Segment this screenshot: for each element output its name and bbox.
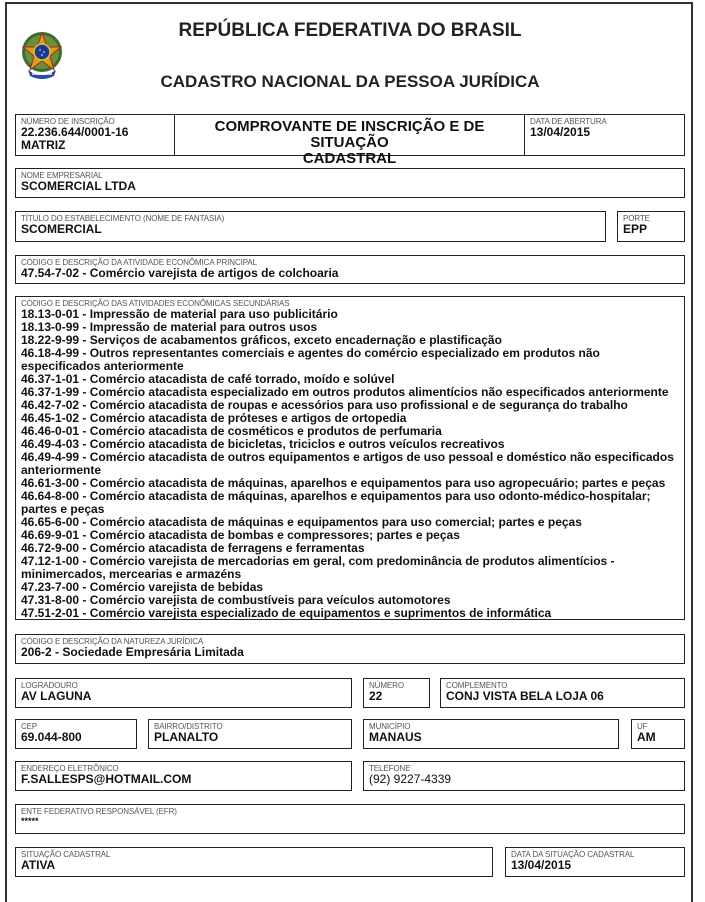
list-item: 46.46-0-01 - Comércio atacadista de cosméticos e produtos de perfumaria	[21, 424, 442, 438]
situacao-box	[15, 847, 493, 877]
telefone-value: (92) 9227-4339	[369, 772, 452, 786]
efr-box	[15, 804, 685, 834]
numero-label: NÚMERO	[369, 681, 404, 690]
list-item: 46.72-9-00 - Comércio atacadista de ferragens e ferramentas	[21, 541, 365, 555]
inscricao-box	[15, 114, 685, 167]
abertura-label: DATA DE ABERTURA	[530, 117, 607, 126]
municipio-box	[363, 719, 619, 749]
logradouro-label: LOGRADOURO	[21, 681, 78, 690]
numero-value: 22	[369, 689, 383, 703]
list-item: 18.13-0-99 - Impressão de material para outros usos	[21, 320, 318, 334]
list-item: 18.13-0-01 - Impressão de material para uso publicitário	[21, 307, 338, 321]
list-item: 46.65-6-00 - Comércio atacadista de máquinas e equipamentos para uso comercial; partes e peças	[21, 515, 582, 529]
list-item: 46.37-1-99 - Comércio atacadista especializado em outros produtos alimentícios não especificados anteriormente	[21, 385, 669, 399]
efr-label: ENTE FEDERATIVO RESPONSÁVEL (EFR)	[21, 807, 177, 816]
list-item: 18.22-9-99 - Serviços de acabamentos gráficos, exceto encadernação e plastificação	[21, 333, 502, 347]
atividade-principal-label: CÓDIGO E DESCRIÇÃO DA ATIVIDADE ECONÔMICA PRINCIPAL	[21, 258, 257, 267]
document-title	[174, 115, 525, 167]
email-value: F.SALLESPS@HOTMAIL.COM	[21, 772, 192, 786]
atividade-principal-box	[15, 255, 685, 284]
logradouro-box	[15, 678, 352, 708]
nome-empresarial-box	[15, 168, 685, 198]
complemento-box	[440, 678, 685, 708]
situacao-value: ATIVA	[21, 858, 56, 872]
header-title: REPÚBLICA FEDERATIVA DO BRASIL	[178, 20, 522, 41]
data-situacao-box	[505, 847, 685, 877]
porte-label: PORTE	[623, 214, 650, 223]
cep-label: CEP	[21, 722, 38, 731]
list-item: 46.45-1-02 - Comércio atacadista de próteses e artigos de ortopedia	[21, 411, 407, 425]
situacao-label: SITUAÇÃO CADASTRAL	[21, 850, 111, 859]
porte-box	[617, 211, 685, 242]
bairro-box	[148, 719, 352, 749]
list-item: 46.42-7-02 - Comércio atacadista de roupas e acessórios para uso profissional e de segurança do trabalho	[21, 398, 628, 412]
list-item: 46.49-4-03 - Comércio atacadista de bicicletas, triciclos e outros veículos recreativos	[21, 437, 505, 451]
inscricao-type: MATRIZ	[21, 138, 66, 152]
nome-fantasia-label: TÍTULO DO ESTABELECIMENTO (NOME DE FANTASIA)	[21, 214, 225, 223]
complemento-label: COMPLEMENTO	[446, 681, 508, 690]
data-situacao-value: 13/04/2015	[511, 858, 572, 872]
data-situacao-label: DATA DA SITUAÇÃO CADASTRAL	[511, 850, 635, 859]
atividade-principal-value: 47.54-7-02 - Comércio varejista de artigos de colchoaria	[21, 266, 339, 280]
atividades-secundarias-box	[15, 296, 685, 620]
bairro-value: PLANALTO	[154, 730, 219, 744]
document-title-line1: COMPROVANTE DE INSCRIÇÃO E DE SITUAÇÃO	[214, 118, 485, 151]
list-item: 46.18-4-99 - Outros representantes comerciais e agentes do comércio especializado em produtos não especificados anteriormente	[21, 346, 600, 373]
efr-value: *****	[21, 816, 39, 826]
email-label: ENDEREÇO ELETRÔNICO	[21, 764, 119, 773]
telefone-label: TELEFONE	[369, 764, 411, 773]
list-item: 46.37-1-01 - Comércio atacadista de café torrado, moído e solúvel	[21, 372, 395, 386]
inscricao-label: NÚMERO DE INSCRIÇÃO	[21, 117, 115, 126]
complemento-value: CONJ VISTA BELA LOJA 06	[446, 689, 604, 703]
list-item: 47.12-1-00 - Comércio varejista de mercadorias em geral, com predominância de produtos alimentícios - minimercados, mercearias e armazéns	[21, 554, 615, 581]
uf-label: UF	[637, 722, 648, 731]
uf-value: AM	[637, 730, 656, 744]
porte-value: EPP	[623, 222, 648, 236]
nome-empresarial-value: SCOMERCIAL LTDA	[21, 179, 136, 193]
list-item: 47.51-2-01 - Comércio varejista especializado de equipamentos e suprimentos de informática	[21, 606, 552, 620]
uf-box	[631, 719, 685, 749]
abertura-value: 13/04/2015	[530, 125, 591, 139]
telefone-box	[363, 761, 685, 791]
natureza-juridica-label: CÓDIGO E DESCRIÇÃO DA NATUREZA JURÍDICA	[21, 637, 204, 646]
cep-box	[15, 719, 137, 749]
list-item: 46.69-9-01 - Comércio atacadista de bombas e compressores; partes e peças	[21, 528, 460, 542]
document-title-line2: CADASTRAL	[302, 150, 397, 167]
nome-fantasia-box	[15, 211, 606, 242]
list-item: 46.49-4-99 - Comércio atacadista de outros equipamentos e artigos de uso pessoal e doméstico não especificados anteriormente	[21, 450, 674, 477]
nome-fantasia-value: SCOMERCIAL	[21, 222, 102, 236]
inscricao-number: 22.236.644/0001-16	[21, 125, 129, 139]
municipio-label: MUNICÍPIO	[369, 722, 411, 731]
municipio-value: MANAUS	[369, 730, 422, 744]
natureza-juridica-value: 206-2 - Sociedade Empresária Limitada	[21, 645, 244, 659]
natureza-juridica-box	[15, 634, 685, 664]
logradouro-value: AV LAGUNA	[21, 689, 92, 703]
email-box	[15, 761, 352, 791]
list-item: 47.23-7-00 - Comércio varejista de bebidas	[21, 580, 264, 594]
list-item: 46.61-3-00 - Comércio atacadista de máquinas, aparelhos e equipamentos para uso agropecuário; partes e peças	[21, 476, 666, 490]
header-subtitle: CADASTRO NACIONAL DA PESSOA JURÍDICA	[160, 72, 540, 91]
list-item: 47.31-8-00 - Comércio varejista de combustíveis para veículos automotores	[21, 593, 451, 607]
atividades-secundarias-list	[21, 308, 680, 620]
nome-empresarial-label: NOME EMPRESARIAL	[21, 171, 103, 180]
list-item: 46.64-8-00 - Comércio atacadista de máquinas, aparelhos e equipamentos para uso odonto-médico-hospitalar; partes e peças	[21, 489, 651, 516]
cep-value: 69.044-800	[21, 730, 82, 744]
bairro-label: BAIRRO/DISTRITO	[154, 722, 223, 731]
numero-box	[363, 678, 430, 708]
atividades-secundarias-label: CÓDIGO E DESCRIÇÃO DAS ATIVIDADES ECONÔMICAS SECUNDÁRIAS	[21, 299, 290, 308]
